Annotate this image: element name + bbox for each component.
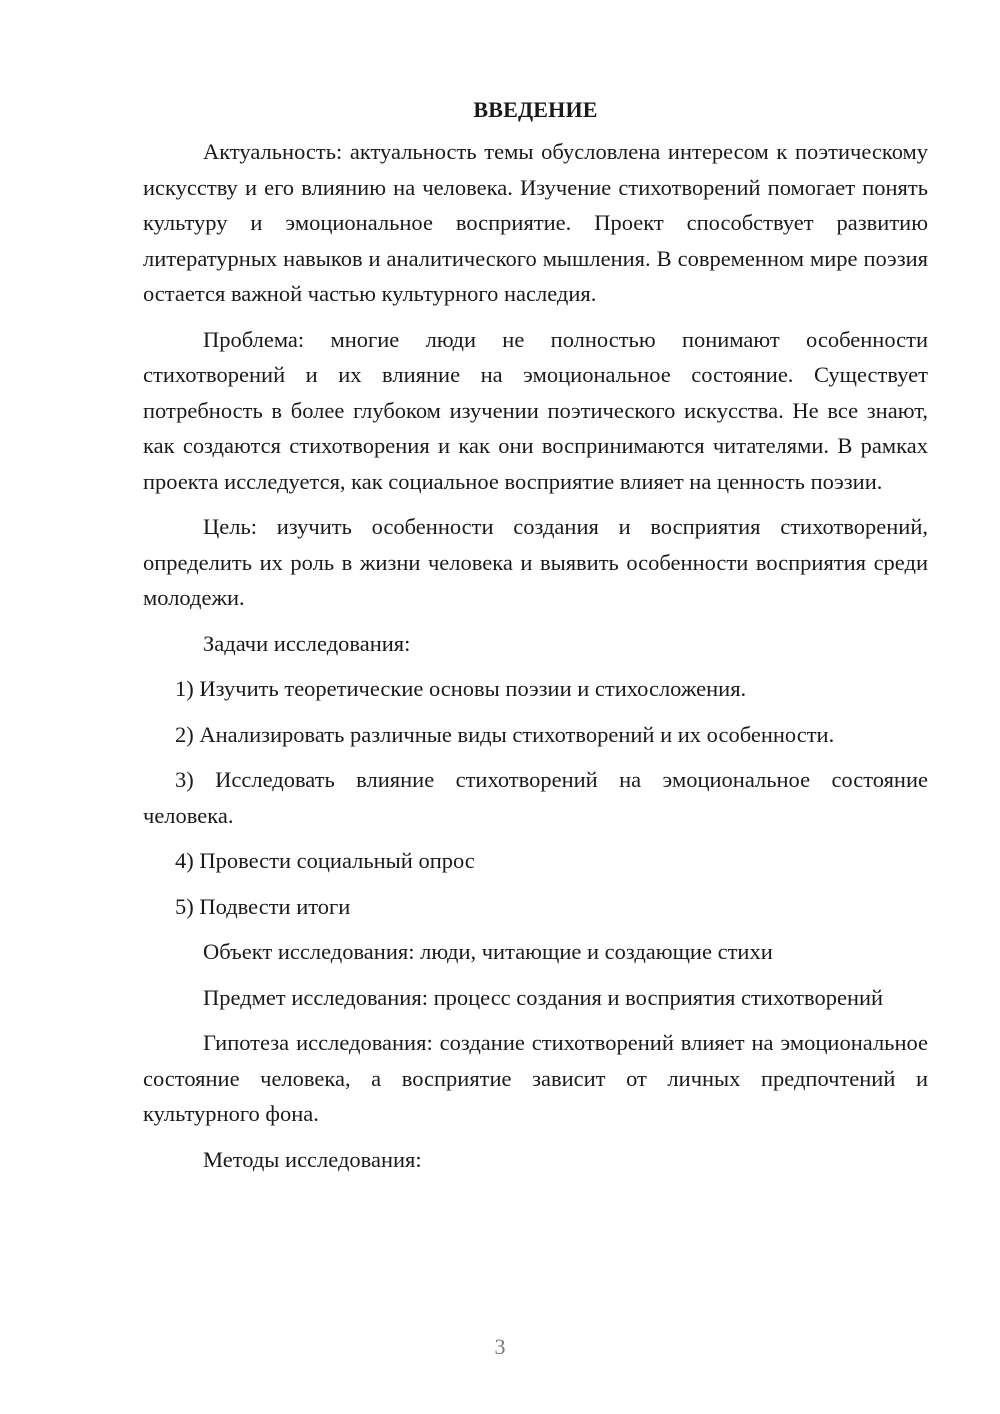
task-item-5: 5) Подвести итоги	[175, 893, 351, 919]
subject-paragraph: Предмет исследования: процесс создания и восприятия стихотворений	[203, 984, 884, 1010]
section-heading: ВВЕДЕНИЕ	[473, 97, 598, 122]
problem-paragraph: Проблема: многие люди не полностью понимают особенности стихотворений и их влияние на эмоциональное состояние. Существует потребность в более глубоком изучении поэтического искусства. Не все знают, как создаются стихотворения и как они воспринимаются читателями. В рамках проекта исследуется, как социальное восприятие влияет на ценность поэзии.	[143, 326, 928, 494]
goal-paragraph: Цель: изучить особенности создания и восприятия стихотворений, определить их роль в жизни человека и выявить особенности восприятия среди молодежи.	[143, 514, 928, 610]
task-item-2: 2) Анализировать различные виды стихотворений и их особенности.	[175, 721, 835, 747]
task-item-1: 1) Изучить теоретические основы поэзии и стихосложения.	[175, 676, 747, 701]
page-number: 3	[494, 1334, 506, 1359]
task-item-4: 4) Провести социальный опрос	[175, 848, 475, 873]
tasks-intro: Задачи исследования:	[203, 630, 411, 656]
hypothesis-paragraph: Гипотеза исследования: создание стихотворений влияет на эмоциональное состояние человека, а восприятие зависит от личных предпочтений и культурного фона.	[143, 1030, 928, 1126]
task-item-3: 3) Исследовать влияние стихотворений на эмоциональное состояние человека.	[143, 767, 928, 828]
methods-paragraph: Методы исследования:	[203, 1146, 422, 1172]
document-page	[143, 92, 928, 1187]
object-paragraph: Объект исследования: люди, читающие и создающие стихи	[203, 939, 773, 964]
relevance-paragraph: Актуальность: актуальность темы обусловлена интересом к поэтическому искусству и его влиянию на человека. Изучение стихотворений помогает понять культуру и эмоциональное восприятие. Проект способствует развитию литературных навыков и аналитического мышления. В современном мире поэзия остается важной частью культурного наследия.	[143, 139, 928, 306]
